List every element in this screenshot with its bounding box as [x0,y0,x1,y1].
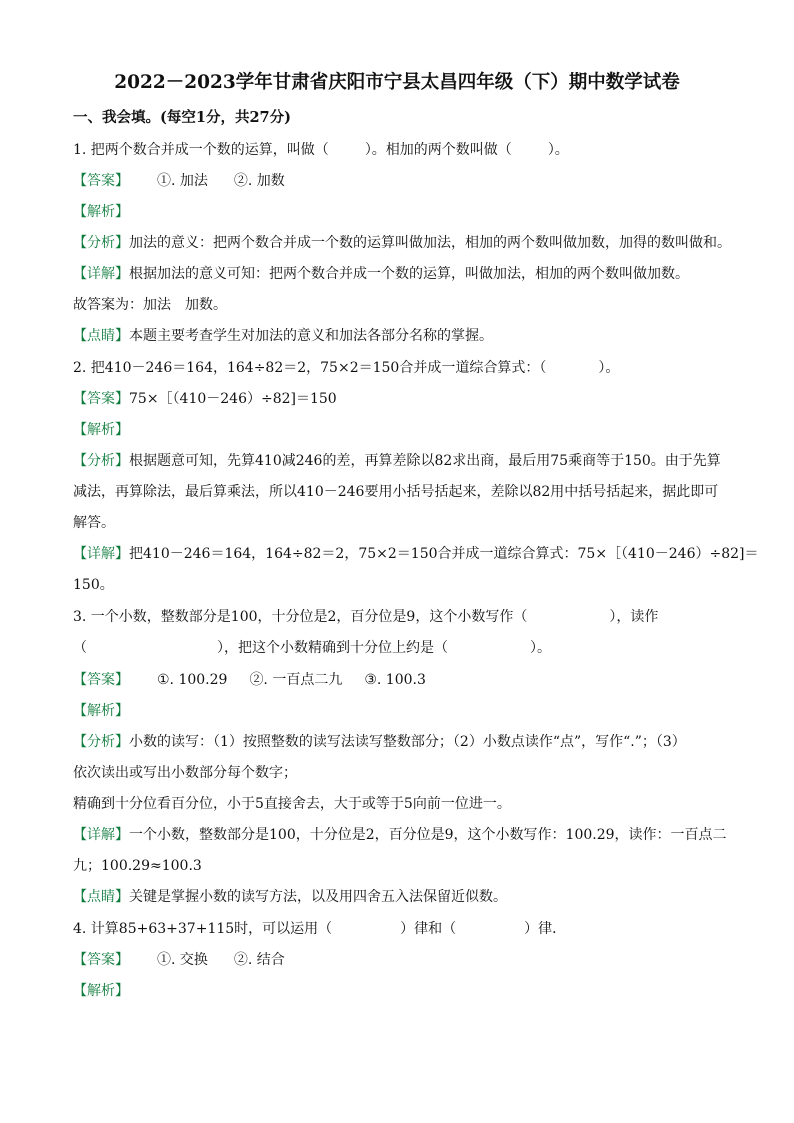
q2-fenxi-text: 根据题意可知，先算410减246的差，再算差除以82求出商，最后用75乘商等于150。由于先算 [129,453,721,469]
detail-tag: 【详解】 [73,827,129,843]
q4-answer-1: ①. 交换 [157,952,208,968]
q1-stem-part: ）。 [547,142,569,158]
q2-detail-text: 把410－246＝164，164÷82＝2，75×2＝150合并成一道综合算式：75×［（410－246）÷82]＝ [129,546,759,562]
q3-fenxi-text: 小数的读写：（1）按照整数的读写法读写整数部分；（2）小数点读作“点”，写作“.”；（3） [129,734,686,750]
q2-stem-part: 2. 把410－246＝164，164÷82＝2，75×2＝150合并成一道综合算式：（ [73,360,547,376]
section-heading: 一、我会填。(每空1分，共27分) [73,109,291,126]
q2-fenxi-2: 减法，再算除法，最后算乘法，所以410－246要用小括号括起来，差除以82用中括号括起来，据此即可 [73,484,719,500]
q1-fenxi-text: 加法的意义：把两个数合并成一个数的运算叫做加法，相加的两个数叫做加数，加得的数叫做和。 [129,235,731,251]
q3-fenxi-2: 依次读出或写出小数部分每个数字； [73,765,297,781]
q3-fenxi-3: 精确到十分位看百分位，小于5直接舍去，大于或等于5向前一位进一。 [73,796,511,812]
q3-point [73,887,733,907]
question-3-stem-2 [73,638,733,658]
q3-answer-3: ③. 100.3 [364,672,426,688]
q3-detail-2: 九；100.29≈100.3 [73,858,202,874]
q4-answer [73,950,733,970]
q3-stem-part: （ [73,640,87,656]
q3-analysis [73,701,733,721]
q2-analysis [73,420,733,440]
question-2-stem [73,358,733,378]
q1-answer-2: ②. 加数 [233,173,285,189]
detail-tag: 【详解】 [73,546,129,562]
q4-stem-part: ）律和（ [400,921,457,937]
q1-stem-part: ）。相加的两个数叫做（ [364,142,512,158]
q2-fenxi-3: 解答。 [73,515,115,531]
q1-so: 故答案为：加法 加数。 [73,297,227,313]
q3-detail-1 [73,825,733,845]
q1-stem-part: 1. 把两个数合并成一个数的运算，叫做（ [73,142,329,158]
fenxi-tag: 【分析】 [73,453,129,469]
point-tag: 【点睛】 [73,889,129,905]
page-title: 2022－2023学年甘肃省庆阳市宁县太昌四年级（下）期中数学试卷 [114,72,680,93]
q1-fenxi [73,233,733,253]
q3-stem-part: 3. 一个小数，整数部分是100，十分位是2，百分位是9，这个小数写作（ [73,609,528,625]
q3-point-text: 关键是掌握小数的读写方法，以及用四舍五入法保留近似数。 [129,889,507,905]
q3-stem-part: ），把这个小数精确到十分位上约是（ [217,640,448,656]
q2-detail-1 [73,544,759,564]
q3-answer [73,670,733,690]
q1-answer [73,171,733,191]
q1-detail-text: 根据加法的意义可知：把两个数合并成一个数的运算，叫做加法，相加的两个数叫做加数。 [129,266,689,282]
point-tag: 【点睛】 [73,328,129,344]
question-4-stem [73,919,733,939]
analysis-tag: 【解析】 [73,983,129,999]
q1-answer-1: ①. 加法 [157,173,208,189]
analysis-tag: 【解析】 [73,204,129,220]
q2-fenxi-1 [73,451,733,471]
q3-stem-part: ）。 [530,640,551,656]
fenxi-tag: 【分析】 [73,734,129,750]
detail-tag: 【详解】 [73,266,129,282]
analysis-tag: 【解析】 [73,422,129,438]
q3-detail-text: 一个小数，整数部分是100，十分位是2，百分位是9，这个小数写作：100.29，读作：一百点二 [129,827,727,843]
fenxi-tag: 【分析】 [73,235,129,251]
q4-stem-part: ）律． [524,921,567,937]
answer-tag: 【答案】 [73,173,129,189]
q4-answer-2: ②. 结合 [233,952,285,968]
q1-point-text: 本题主要考查学生对加法的意义和加法各部分名称的掌握。 [129,328,493,344]
answer-tag: 【答案】 [73,391,129,407]
answer-tag: 【答案】 [73,952,129,968]
answer-tag: 【答案】 [73,672,129,688]
q2-answer [73,389,733,409]
analysis-tag: 【解析】 [73,703,129,719]
question-1-stem [73,140,733,160]
q1-detail [73,264,733,284]
q2-answer-text: 75×［（410－246）÷82]＝150 [129,391,337,407]
question-3-stem-1 [73,607,733,627]
q3-answer-2: ②. 一百点二九 [249,672,343,688]
q3-answer-1: ①. 100.29 [157,672,228,688]
q4-analysis [73,981,733,1001]
q2-detail-2: 150。 [73,577,114,593]
q3-stem-part: ），读作 [609,609,659,625]
q1-point [73,326,733,346]
q3-fenxi-1 [73,732,733,752]
q4-stem-part: 4. 计算85+63+37+115时，可以运用（ [73,921,333,937]
q2-stem-part: ）。 [598,360,620,376]
q1-analysis [73,202,733,222]
